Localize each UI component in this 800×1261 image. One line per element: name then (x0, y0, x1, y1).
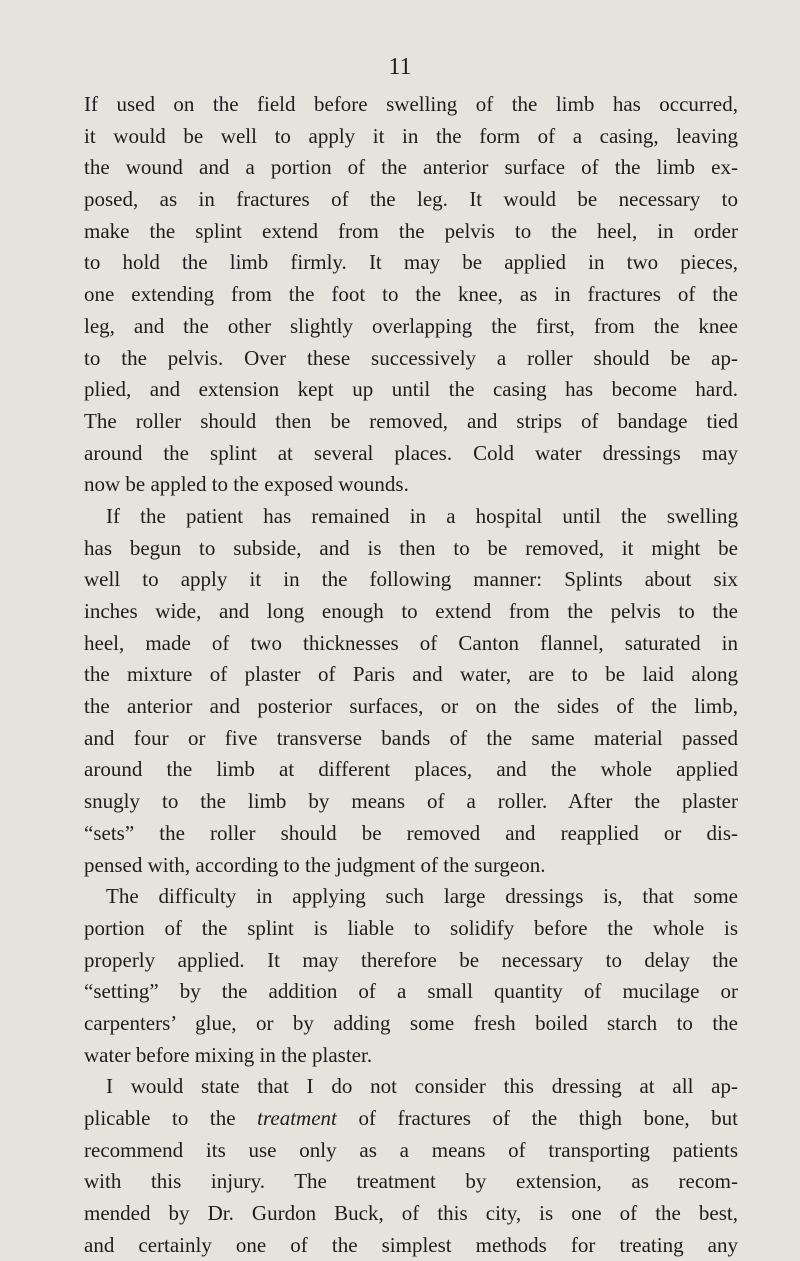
text-line: water before mixing in the plaster. (84, 1042, 373, 1067)
text-line: portion of the splint is liable to solidify before the whole is (84, 915, 738, 940)
text-line: If the patient has remained in a hospital until the swelling (106, 503, 738, 528)
text-line: mended by Dr. Gurdon Buck, of this city, is one of the best, (84, 1201, 738, 1226)
paragraph (84, 1071, 738, 1261)
text-line: The difficulty in applying such large dressings is, that some (106, 884, 738, 909)
text-line: with this injury. The treatment by extension, as recom- (84, 1169, 738, 1194)
text-line: and four or five transverse bands of the same material passed (84, 725, 738, 750)
text-line: around the splint at several places. Cold water dressings may (84, 440, 738, 465)
text-line: properly applied. It may therefore be necessary to delay the (84, 947, 738, 972)
text-line: heel, made of two thicknesses of Canton flannel, saturated in (84, 630, 738, 655)
paragraph (84, 89, 738, 501)
text-line: plied, and extension kept up until the casing has become hard. (84, 377, 738, 402)
body-text (84, 89, 738, 1261)
text-line: carpenters’ glue, or by adding some fresh boiled starch to the (84, 1010, 738, 1035)
text-line: I would state that I do not consider this dressing at all ap- (106, 1074, 738, 1099)
text-line: now be appled to the exposed wounds. (84, 472, 409, 497)
text-line: If used on the field before swelling of the limb has occurred, (84, 92, 738, 116)
page-number: 11 (388, 54, 412, 80)
text-line: “sets” the roller should be removed and reapplied or dis- (84, 820, 738, 845)
text-segment: plicable to the (84, 1106, 258, 1130)
text-line: one extending from the foot to the knee, as in fractures of the (84, 282, 738, 307)
text-line: the wound and a portion of the anterior surface of the limb ex- (84, 155, 738, 180)
text-line: to hold the limb firmly. It may be applied in two pieces, (84, 250, 738, 275)
text-line: around the limb at different places, and the whole applied (84, 757, 738, 782)
text-line: to the pelvis. Over these successively a roller should be ap- (84, 345, 738, 370)
text-line: “setting” by the addition of a small quantity of mucilage or (84, 979, 738, 1004)
text-line: make the splint extend from the pelvis to the heel, in order (84, 218, 738, 243)
text-line: the mixture of plaster of Paris and water, are to be laid along (84, 662, 738, 687)
text-line: leg, and the other slightly overlapping the first, from the knee (84, 313, 738, 338)
text-line: the anterior and posterior surfaces, or on the sides of the limb, (84, 694, 738, 719)
text-line: has begun to subside, and is then to be removed, it might be (84, 535, 738, 560)
text-line: it would be well to apply it in the form of a casing, leaving (84, 123, 738, 148)
text-line: and certainly one of the simplest methods for treating any (84, 1232, 738, 1257)
text-line: inches wide, and long enough to extend from the pelvis to the (84, 599, 738, 623)
text-line: snugly to the limb by means of a roller. After the plaster (84, 789, 738, 814)
text-line: pensed with, according to the judgment of the surgeon. (84, 852, 546, 877)
text-line: posed, as in fractures of the leg. It would be necessary to (84, 187, 738, 212)
text-line: The roller should then be removed, and strips of bandage tied (84, 408, 738, 433)
italic-word: treatment (257, 1106, 337, 1130)
paragraph (84, 501, 738, 881)
paragraph (84, 881, 738, 1071)
text-line: recommend its use only as a means of transporting patients (84, 1137, 738, 1162)
text-segment: of fractures of the thigh bone, but (336, 1106, 738, 1130)
text-line: well to apply it in the following manner: Splints about six (84, 567, 738, 592)
text-line-with-emphasis (84, 1103, 738, 1135)
